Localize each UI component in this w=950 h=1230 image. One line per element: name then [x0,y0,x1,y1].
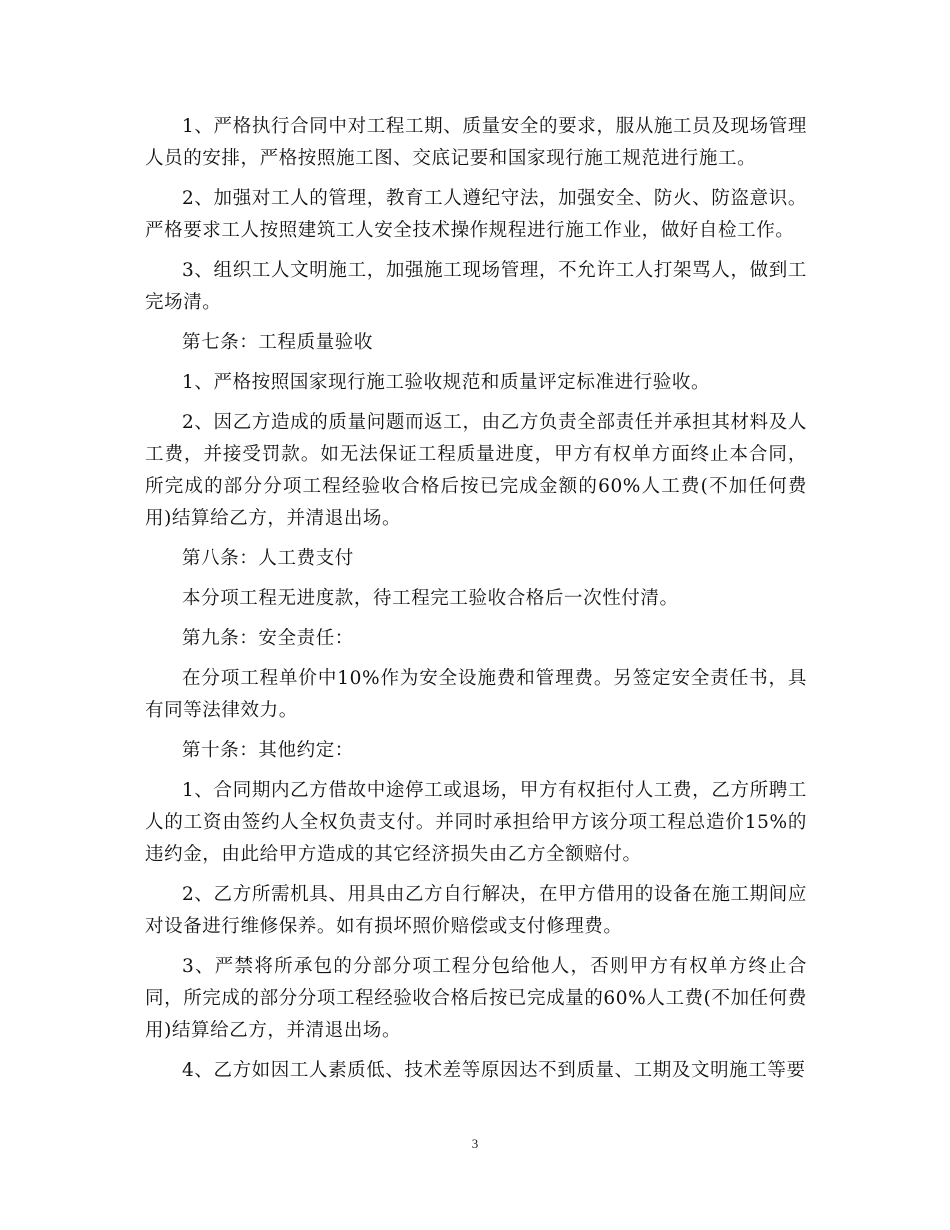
paragraph-clause-6-item-2: 2、加强对工人的管理，教育工人遵纪守法，加强安全、防火、防盗意识。严格要求工人按照建筑工人安全技术操作规程进行施工作业，做好自检工作。 [145,188,807,241]
paragraph-clause-8: 本分项工程无进度款，待工程完工验收合格后一次性付清。 [182,588,679,609]
heading-clause-8: 第八条：人工费支付 [182,548,354,569]
heading-clause-10: 第十条：其他约定： [182,740,354,761]
paragraph-clause-9: 在分项工程单价中10%作为安全设施费和管理费。另签定安全责任书，具有同等法律效力。 [145,668,807,721]
paragraph-clause-10-item-3: 3、严禁将所承包的分部分项工程分包给他人，否则甲方有权单方终止合同，所完成的部分分项工程经验收合格后按已完成量的60%人工费(不加任何费用)结算给乙方，并清退出场。 [145,956,807,1041]
heading-clause-7: 第七条：工程质量验收 [182,332,374,353]
paragraph-clause-7-item-2: 2、因乙方造成的质量问题而返工，由乙方负责全部责任并承担其材料及人工费，并接受罚款。如无法保证工程质量进度，甲方有权单方面终止本合同，所完成的部分分项工程经验收合格后按已完成金额的60%人工费(不加任何费用)结算给乙方，并清退出场。 [145,412,807,529]
heading-clause-9: 第九条：安全责任： [182,628,354,649]
paragraph-clause-6-item-1: 1、严格执行合同中对工程工期、质量安全的要求，服从施工员及现场管理人员的安排，严格按照施工图、交底记要和国家现行施工规范进行施工。 [145,116,807,169]
paragraph-clause-6-item-3: 3、组织工人文明施工，加强施工现场管理，不允许工人打架骂人，做到工完场清。 [145,260,807,313]
paragraph-clause-7-item-1: 1、严格按照国家现行施工验收规范和质量评定标准进行验收。 [182,372,711,393]
document-body [145,111,807,1095]
page-number: 3 [471,1136,479,1151]
paragraph-clause-10-item-4: 4、乙方如因工人素质低、技术差等原因达不到质量、工期及文明施工等要 [182,1060,806,1081]
paragraph-clause-10-item-2: 2、乙方所需机具、用具由乙方自行解决，在甲方借用的设备在施工期间应对设备进行维修保养。如有损坏照价赔偿或支付修理费。 [145,884,807,937]
paragraph-clause-10-item-1: 1、合同期内乙方借故中途停工或退场，甲方有权拒付人工费，乙方所聘工人的工资由签约人全权负责支付。并同时承担给甲方该分项工程总造价15%的违约金，由此给甲方造成的其它经济损失由乙方全额赔付。 [145,780,807,865]
